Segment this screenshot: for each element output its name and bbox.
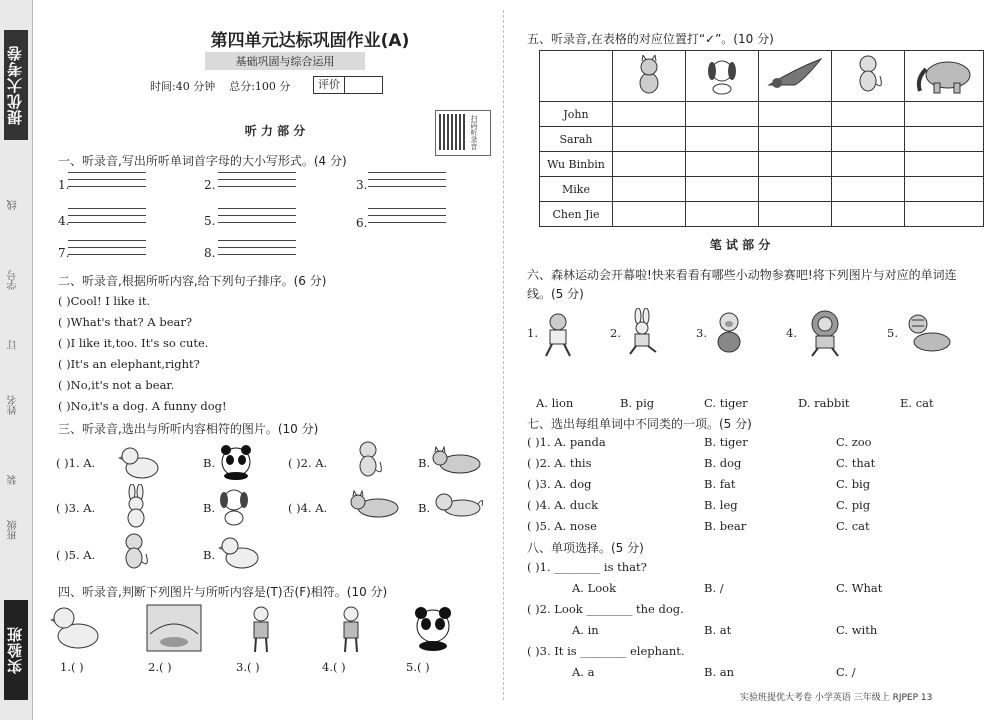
spine-label: 班级 [8,520,19,540]
monkey-icon [851,54,885,96]
q1-number: 6. [356,216,368,230]
table-cell[interactable] [832,177,905,202]
q7-row[interactable]: ( )5. A. nose [527,519,597,533]
q1-number: 1. [58,178,70,192]
table-cell[interactable] [686,177,759,202]
q8-option-c: C. with [836,623,878,637]
q1-number: 2. [204,178,216,192]
table-cell[interactable] [759,102,832,127]
q3-item-number[interactable]: ( )4. A. [288,501,328,515]
panda-icon [218,442,254,480]
q3-option-b: B. [203,548,216,562]
answer-lines[interactable] [218,172,296,193]
top-spine-banner: 提优大考卷 [4,30,28,140]
listening-section-title: 听 力 部 分 [244,124,306,138]
spine-label: 姓名 [8,395,19,415]
q2-title: 二、听录音,根据所听内容,给下列句子排序。(6 分) [58,274,327,288]
lion-runner-icon [798,310,852,358]
q4-answer[interactable]: 2.( ) [148,660,172,674]
boy-icon [246,604,276,654]
q8-title: 八、单项选择。(5 分) [527,541,644,555]
q8-question[interactable]: ( )1. ________ is that? [527,560,647,574]
q7-option-b: B. tiger [704,435,748,449]
q1-number: 4. [58,214,70,228]
q3-item-number[interactable]: ( )5. A. [56,548,96,562]
table-cell[interactable] [686,102,759,127]
spine-label: 学号 [8,270,19,290]
q7-option-c: C. that [836,456,876,470]
answer-lines[interactable] [368,172,446,193]
table-cell[interactable] [905,152,984,177]
q3-option-b: B. [203,456,216,470]
q5-title: 五、听录音,在表格的对应位置打“✓”。(10 分) [527,32,774,46]
q3-option-b: B. [203,501,216,515]
q6-word[interactable]: B. pig [620,396,655,410]
time-limit: 时间:40 分钟 [150,80,216,93]
page-footer: 实验班提优大考卷 小学英语 三年级上 RJPEP 13 [740,693,933,703]
q8-option-a: A. Look [572,581,617,595]
q7-option-c: C. pig [836,498,871,512]
table-cell[interactable] [686,202,759,227]
q6-number: 1. [527,326,538,340]
duck-icon [118,444,160,480]
rabbit-icon [120,484,152,528]
table-cell[interactable] [832,202,905,227]
q8-option-b: B. an [704,665,735,679]
written-section-title: 笔 试 部 分 [709,238,771,252]
zoo-scene-icon [146,604,202,652]
table-cell[interactable] [613,152,686,177]
q3-option-b: B. [418,456,431,470]
monkey-icon [352,440,386,480]
table-cell[interactable] [832,152,905,177]
q7-row[interactable]: ( )1. A. panda [527,435,606,449]
dog-icon [218,486,250,526]
q6-word[interactable]: D. rabbit [798,396,850,410]
qr-pattern-icon [439,114,467,150]
table-cell[interactable] [759,202,832,227]
q7-title: 七、选出每组单词中不同类的一项。(5 分) [527,417,752,431]
q8-option-b: B. / [704,581,724,595]
q7-option-b: B. dog [704,456,742,470]
table-cell[interactable] [613,102,686,127]
eval-label: 评价 [314,77,345,93]
q6-word[interactable]: E. cat [900,396,934,410]
q8-option-b: B. at [704,623,732,637]
q6-number: 2. [610,326,621,340]
table-header-bird [759,51,832,102]
q6-number: 4. [786,326,797,340]
table-cell[interactable] [759,177,832,202]
q8-question[interactable]: ( )3. It is ________ elephant. [527,644,685,658]
table-cell[interactable] [759,152,832,177]
panda-icon [412,604,454,652]
table-cell[interactable] [613,127,686,152]
q2-sentence[interactable]: ( )I like it,too. It's so cute. [58,336,209,350]
table-cell[interactable] [832,102,905,127]
table-row-name: Chen Jie [540,202,613,227]
q4-title: 四、听录音,判断下列图片与所听内容是(T)否(F)相符。(10 分) [58,585,388,599]
table-cell[interactable] [832,127,905,152]
dog-icon [432,490,486,522]
q1-number: 8. [204,246,216,260]
cat-icon [430,446,484,476]
cat-icon [632,55,666,95]
answer-lines[interactable] [68,172,146,193]
table-row-name: Mike [540,177,613,202]
table-cell[interactable] [613,202,686,227]
q8-option-c: C. What [836,581,883,595]
boy-icon [336,604,366,654]
dog-icon [705,55,739,95]
q3-item-number[interactable]: ( )2. A. [288,456,328,470]
q1-number: 5. [204,214,216,228]
table-cell[interactable] [613,177,686,202]
q6-number: 5. [887,326,898,340]
q3-item-number[interactable]: ( )3. A. [56,501,96,515]
table-row-name: Wu Binbin [540,152,613,177]
q4-answer[interactable]: 4.( ) [322,660,346,674]
q8-option-a: A. in [572,623,599,637]
q6-word[interactable]: A. lion [536,396,574,410]
table-cell[interactable] [905,127,984,152]
answer-lines[interactable] [368,208,446,229]
answer-lines[interactable] [68,240,146,261]
table-header-dog [686,51,759,102]
q4-answer[interactable]: 5.( ) [406,660,430,674]
total-score: 总分:100 分 [229,80,291,93]
q8-option-c: C. / [836,665,856,679]
page-fold [503,10,504,700]
q1-title: 一、听录音,写出所听单词首字母的大小写形式。(4 分) [58,154,347,168]
table-cell[interactable] [686,127,759,152]
table-cell[interactable] [686,152,759,177]
q3-option-b: B. [418,501,431,515]
answer-lines[interactable] [68,208,146,229]
q7-option-b: B. leg [704,498,738,512]
q7-option-c: C. cat [836,519,870,533]
q1-number: 7. [58,246,70,260]
q7-option-b: B. fat [704,477,736,491]
spine-label: 订 [8,340,19,350]
q5-table [539,50,984,227]
answer-lines[interactable] [218,240,296,261]
spine-label: 装 [8,475,19,485]
q2-sentence[interactable]: ( )What's that? A bear? [58,315,193,329]
q7-row[interactable]: ( )2. A. this [527,456,592,470]
table-corner [540,51,613,102]
table-row-name: Sarah [540,127,613,152]
q3-title: 三、听录音,选出与所听内容相符的图片。(10 分) [58,422,319,436]
bird-icon [765,55,825,95]
q1-number: 3. [356,178,368,192]
answer-lines[interactable] [218,208,296,229]
table-cell[interactable] [905,177,984,202]
page-subtitle: 基础巩固与综合运用 [205,52,365,70]
duck-icon [218,534,260,570]
q6-word[interactable]: C. tiger [704,396,748,410]
page-title: 第四单元达标巩固作业(A) [210,31,410,51]
qr-caption: 扫码听录音 [470,115,478,150]
cat-runner-icon [538,312,578,358]
q8-question[interactable]: ( )2. Look ________ the dog. [527,602,684,616]
q2-sentence[interactable]: ( )Cool! I like it. [58,294,151,308]
q6-number: 3. [696,326,707,340]
table-header-elephant [905,51,984,102]
q8-option-a: A. a [572,665,595,679]
q2-sentence[interactable]: ( )No,it's not a bear. [58,378,175,392]
table-row-name: John [540,102,613,127]
rabbit-runner-icon [622,308,662,356]
table-cell[interactable] [759,127,832,152]
q6-title: 六、森林运动会开幕啦!快来看看有哪些小动物参赛吧!将下列图片与对应的单词连线。(5 分) [527,268,957,301]
q4-answer[interactable]: 1.( ) [60,660,84,674]
q3-item-number[interactable]: ( )1. A. [56,456,96,470]
q7-option-c: C. big [836,477,871,491]
q2-sentence[interactable]: ( )No,it's a dog. A funny dog! [58,399,227,413]
elephant-icon [914,55,974,95]
table-header-cat [613,51,686,102]
q7-row[interactable]: ( )4. A. duck [527,498,599,512]
q4-answer[interactable]: 3.( ) [236,660,260,674]
cat-icon [348,490,402,520]
exam-meta [150,78,290,94]
tiger-runner-icon [898,312,954,358]
duck-icon [50,602,100,652]
monkey-icon [118,532,152,572]
q7-option-b: B. bear [704,519,747,533]
bottom-spine-banner: 实验班 [4,600,28,700]
eval-box[interactable] [313,76,383,94]
q7-row[interactable]: ( )3. A. dog [527,477,592,491]
table-cell[interactable] [905,102,984,127]
q2-sentence[interactable]: ( )It's an elephant,right? [58,357,200,371]
spine-label: 线 [8,200,19,210]
pig-runner-icon [708,310,750,358]
table-cell[interactable] [905,202,984,227]
table-header-monkey [832,51,905,102]
qr-code[interactable] [435,110,491,156]
q7-option-c: C. zoo [836,435,872,449]
